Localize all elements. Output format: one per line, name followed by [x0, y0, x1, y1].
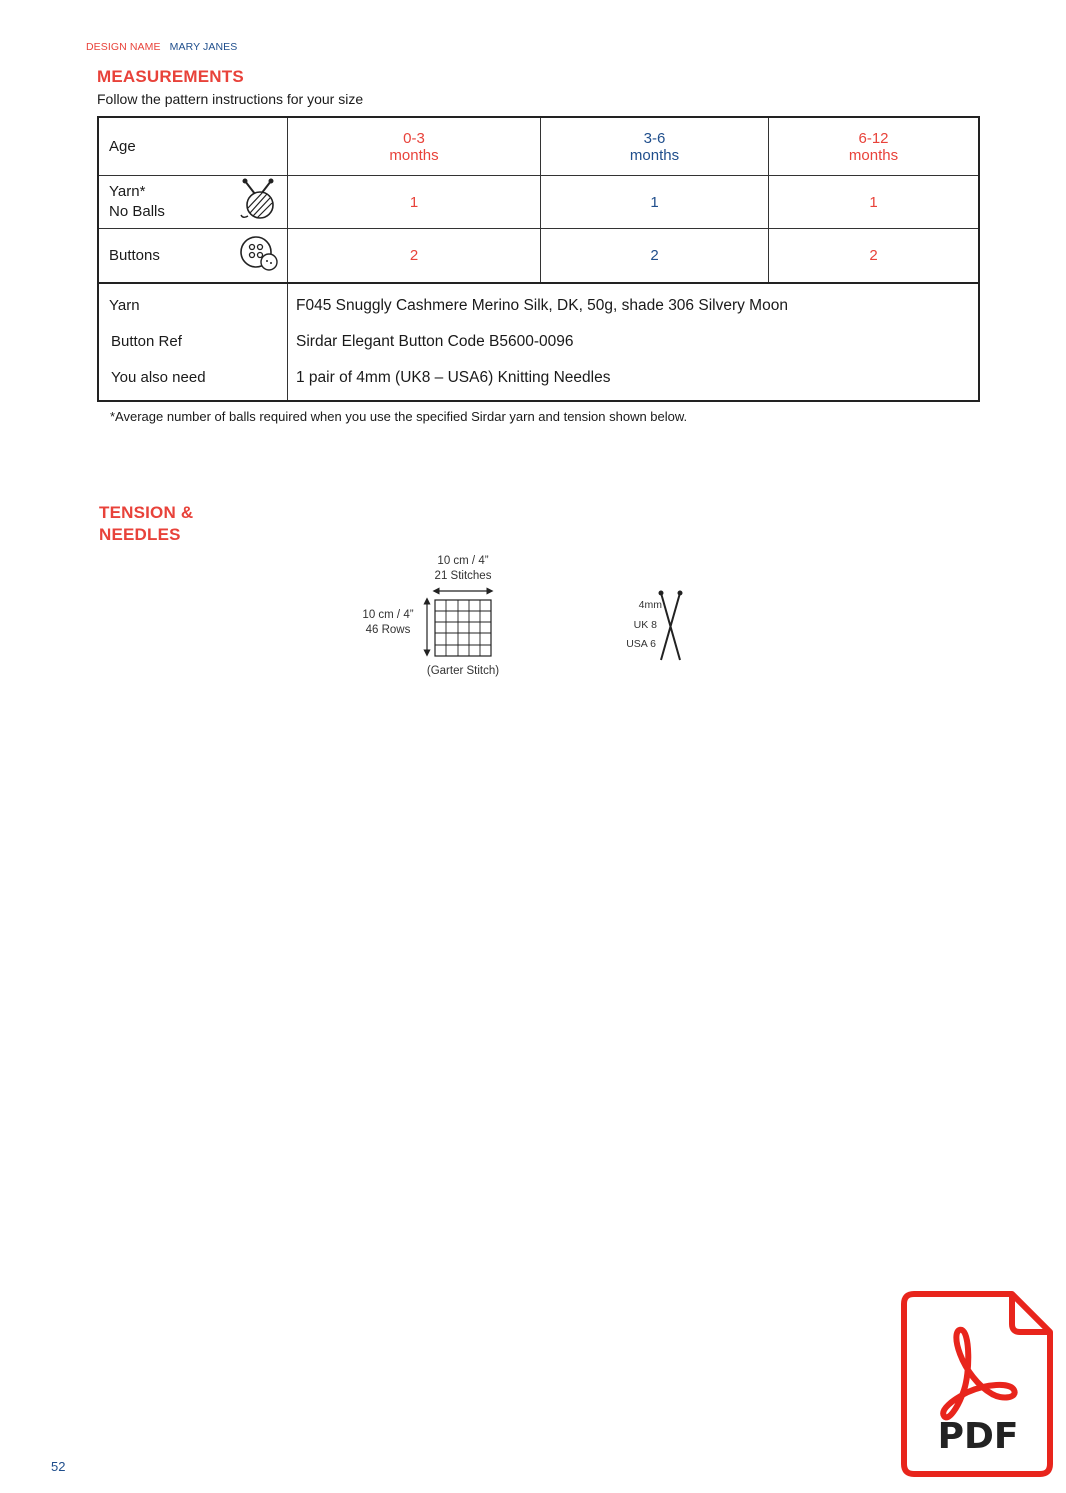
- size-3-6: [541, 117, 769, 176]
- page-number: 52: [51, 1459, 66, 1474]
- no-balls-label: No Balls: [109, 203, 165, 220]
- buttons-label: Buttons: [109, 247, 160, 264]
- measurements-title: MEASUREMENTS: [97, 67, 244, 86]
- also-need-label: You also need: [111, 369, 206, 386]
- yarn-balls-label-cell: [98, 176, 288, 229]
- age-label: Age: [98, 117, 288, 176]
- pdf-label: PDF: [937, 1416, 1019, 1457]
- yarn-info-label: Yarn: [109, 297, 140, 314]
- tension-grid-icon: [420, 585, 500, 661]
- button-icon: [239, 235, 279, 277]
- yarn-balls-3-6: 1: [541, 176, 769, 229]
- buttons-row: [98, 229, 979, 284]
- size-range: 0-3: [403, 129, 425, 147]
- needle-mm: 4mm: [638, 599, 662, 611]
- size-0-3: [288, 117, 541, 176]
- size-unit: months: [848, 146, 899, 164]
- tension-title-line-2: NEEDLES: [99, 525, 181, 544]
- yarn-balls-row: [98, 176, 979, 229]
- buttons-label-cell: [98, 229, 288, 284]
- size-6-12: [769, 117, 980, 176]
- tension-title-line-1: TENSION &: [99, 503, 194, 522]
- measurements-table: [97, 116, 980, 402]
- design-name-value: MARY JANES: [169, 41, 238, 53]
- knitting-needles-icon: [656, 588, 686, 664]
- measurements-subtitle: Follow the pattern instructions for your size: [97, 91, 364, 107]
- buttons-3-6: 2: [541, 229, 769, 284]
- tension-stitches: 21 Stitches: [434, 570, 492, 582]
- yarn-footnote: *Average number of balls required when you use the specified Sirdar yarn and tension shown below.: [110, 409, 688, 424]
- also-need-value: 1 pair of 4mm (UK8 – USA6) Knitting Needles: [296, 369, 611, 386]
- needle-uk: UK 8: [633, 619, 657, 631]
- buttons-6-12: 2: [769, 229, 980, 284]
- size-unit: months: [629, 146, 680, 164]
- materials-values: [288, 283, 980, 401]
- yarn-ball-icon: [239, 177, 279, 227]
- tension-stitch-type: (Garter Stitch): [426, 665, 500, 677]
- tension-title: [99, 502, 193, 546]
- needle-usa: USA 6: [626, 638, 656, 650]
- age-row: [98, 117, 979, 176]
- size-range: 6-12: [858, 129, 889, 147]
- yarn-balls-6-12: 1: [769, 176, 980, 229]
- size-range: 3-6: [643, 129, 666, 147]
- materials-row: [98, 283, 979, 401]
- tension-width-measure: 10 cm / 4”: [437, 555, 489, 567]
- yarn-balls-0-3: 1: [288, 176, 541, 229]
- buttons-0-3: 2: [288, 229, 541, 284]
- yarn-label: Yarn*: [109, 183, 146, 200]
- pdf-badge[interactable]: [900, 1290, 1056, 1480]
- tension-height-measure: 10 cm / 4”: [362, 609, 414, 621]
- design-name-label: DESIGN NAME: [86, 41, 161, 53]
- materials-labels: [98, 283, 288, 401]
- yarn-info-value: F045 Snuggly Cashmere Merino Silk, DK, 50g, shade 306 Silvery Moon: [296, 297, 788, 314]
- button-ref-label: Button Ref: [111, 333, 182, 350]
- size-unit: months: [389, 146, 439, 164]
- button-ref-value: Sirdar Elegant Button Code B5600-0096: [296, 333, 574, 350]
- tension-rows: 46 Rows: [365, 624, 411, 636]
- design-name-line: [86, 41, 237, 53]
